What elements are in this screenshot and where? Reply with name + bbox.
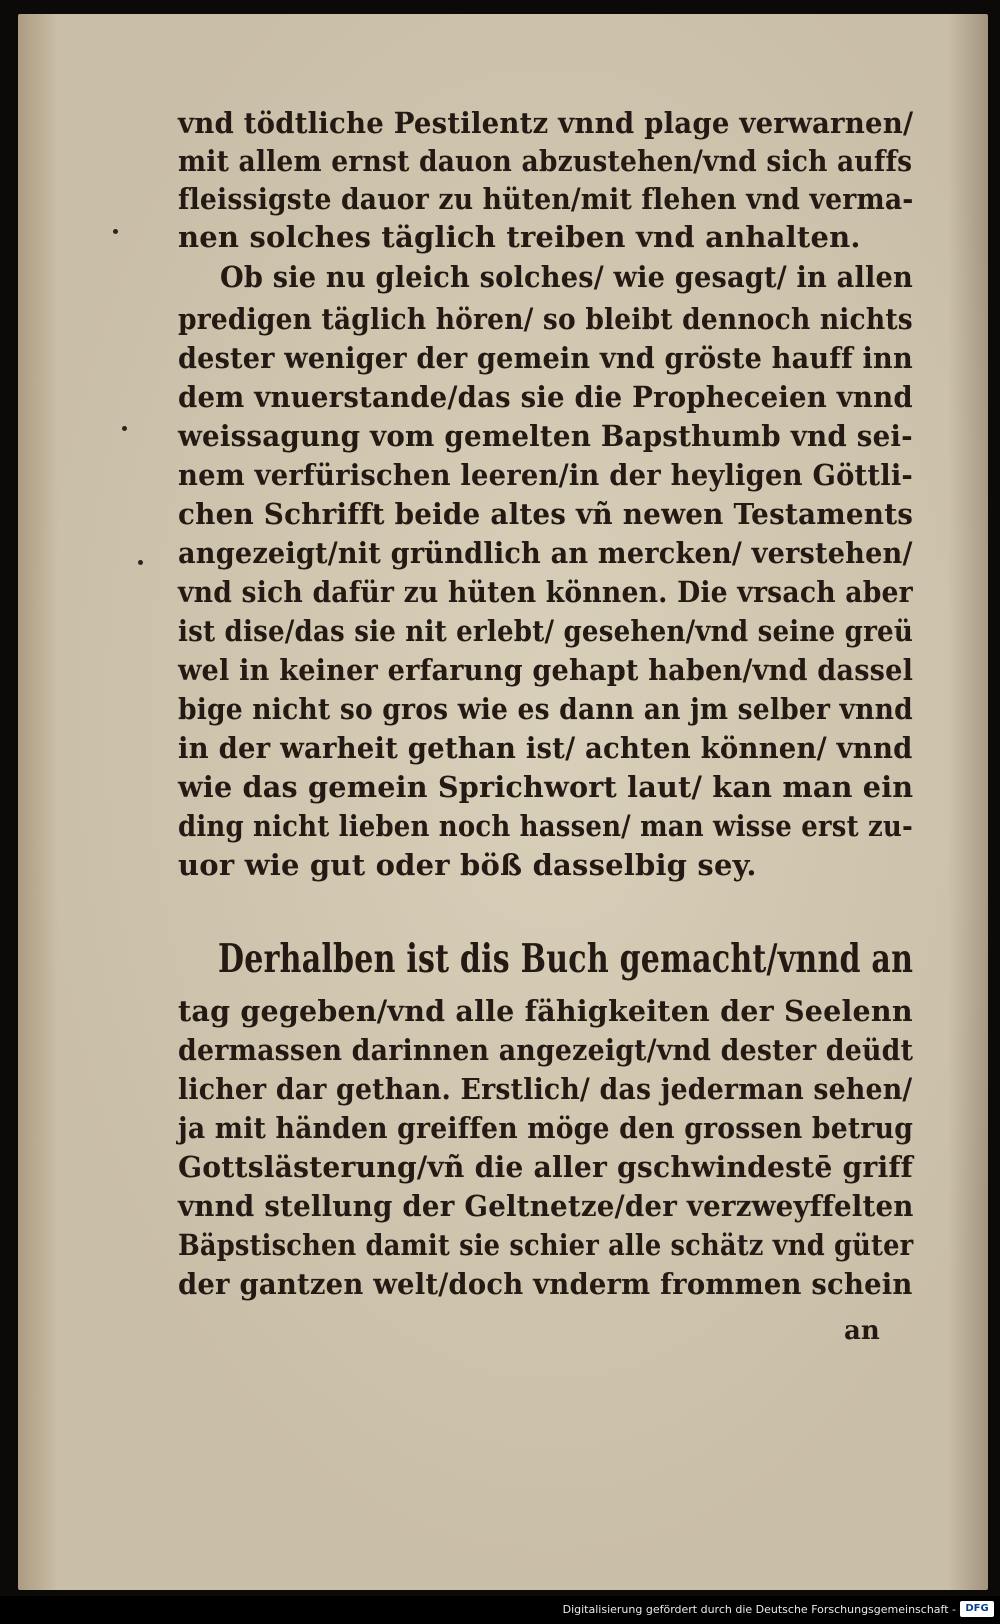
text-line: tag gegeben/vnd alle fähigkeiten der Seelenn [178, 994, 913, 1028]
text-line: Ob sie nu gleich solches/ wie gesagt/ in allen [220, 260, 913, 294]
text-line: weissagung vom gemelten Bapsthumb vnd sei- [178, 419, 913, 453]
text-line: angezeigt/nit gründlich an mercken/ verstehen/ [178, 536, 913, 570]
text-line: in der warheit gethan ist/ achten können/ vnnd [178, 731, 913, 765]
text-line: predigen täglich hören/ so bleibt dennoch nichts [178, 302, 913, 336]
text-line: nen solches täglich treiben vnd anhalten. [178, 220, 861, 254]
text-line: wel in keiner erfarung gehapt haben/vnd dassel [178, 653, 914, 687]
text-line: ja mit händen greiffen möge den grossen betrug [178, 1111, 914, 1145]
text-line: dem vnuerstande/das sie die Propheceien vnnd [178, 380, 913, 414]
margin-mark [122, 426, 127, 431]
text-line: chen Schrifft beide altes vñ newen Testaments [178, 497, 914, 531]
margin-mark [113, 229, 118, 234]
text-line: wie das gemein Sprichwort laut/ kan man ein [178, 770, 914, 804]
text-line: der gantzen welt/doch vnderm frommen schein [178, 1267, 913, 1301]
text-line: mit allem ernst dauon abzustehen/vnd sich auffs [178, 144, 913, 178]
text-line: vnd sich dafür zu hüten können. Die vrsach aber [178, 575, 913, 609]
text-line: ist dise/das sie nit erlebt/ gesehen/vnd seine greü [178, 614, 914, 648]
text-block [18, 14, 988, 1590]
funding-notice: Digitalisierung gefördert durch die Deutsche Forschungsgemeinschaft - [562, 1603, 956, 1616]
margin-mark [138, 560, 143, 565]
text-line: uor wie gut oder böß dasselbig sey. [178, 848, 757, 882]
catchword: an [844, 1316, 880, 1346]
dfg-logo-icon: DFG [960, 1601, 994, 1617]
book-page [18, 14, 988, 1590]
text-line: vnnd stellung der Geltnetze/der verzweyffelten [178, 1189, 914, 1223]
text-line: licher dar gethan. Erstlich/ das jederman sehen/ [178, 1072, 913, 1106]
text-line: nem verfürischen leeren/in der heyligen Göttli- [178, 458, 914, 492]
text-line: dermassen darinnen angezeigt/vnd dester deüdt [178, 1033, 914, 1067]
text-line: vnd tödtliche Pestilentz vnnd plage verwarnen/ [178, 106, 914, 140]
footer-bar [0, 1596, 1000, 1624]
section-opening-line: Derhalben ist dis Buch gemacht/vnnd an [218, 936, 914, 982]
text-line: ding nicht lieben noch hassen/ man wisse erst zu- [178, 809, 913, 843]
text-line: Gottslästerung/vñ die aller gschwindestē griff [178, 1150, 914, 1184]
text-line: dester weniger der gemein vnd gröste hauff inn [178, 341, 913, 375]
text-line: fleissigste dauor zu hüten/mit flehen vnd verma- [178, 182, 914, 216]
text-line: Bäpstischen damit sie schier alle schätz vnd güter [178, 1228, 914, 1262]
text-line: bige nicht so gros wie es dann an jm selber vnnd [178, 692, 913, 726]
